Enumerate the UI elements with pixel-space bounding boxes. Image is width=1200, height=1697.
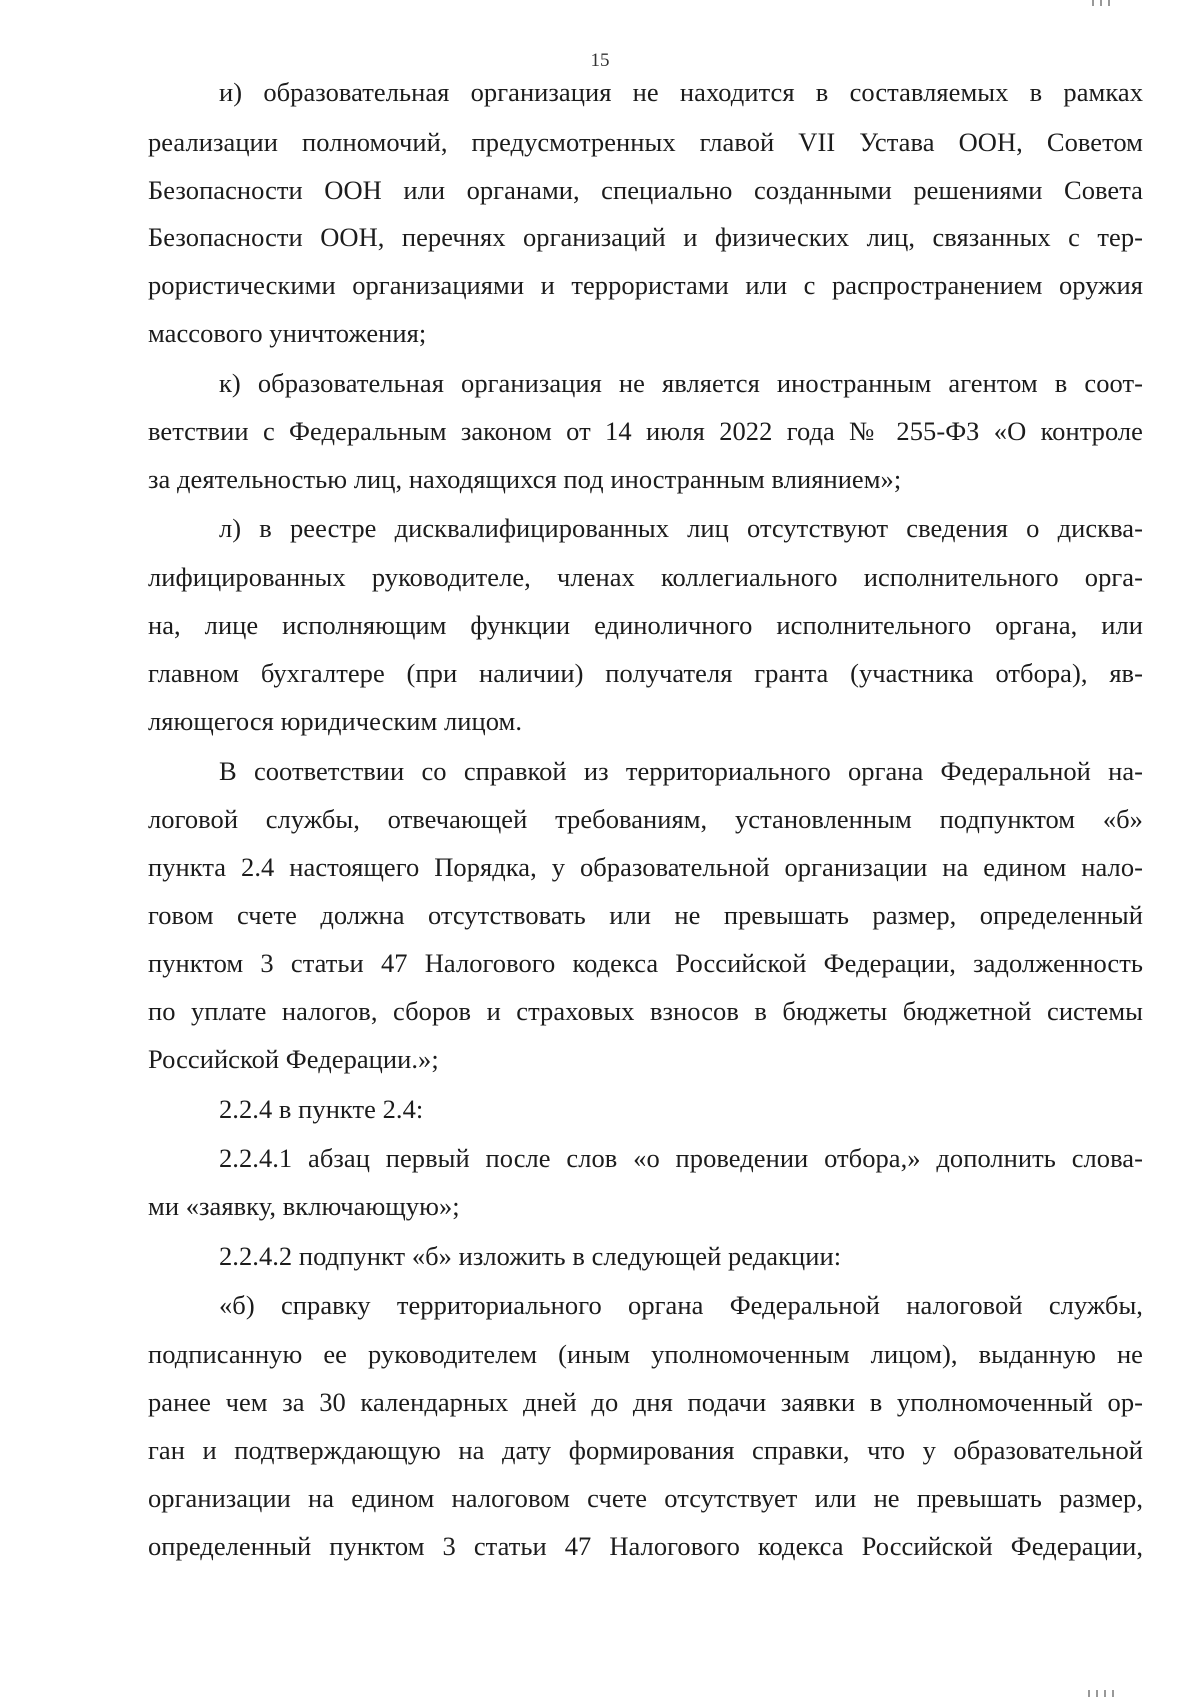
text-line: массового уничтожения;	[148, 318, 427, 348]
text-line: к) образовательная организация не является иностранным агентом в соот-	[219, 368, 1143, 398]
text-line: рористическими организациями и террористами или с распространением оружия	[148, 270, 1143, 300]
text-line: говом счете должна отсутствовать или не превышать размер, определенный	[148, 900, 1143, 930]
text-line: л) в реестре дисквалифицированных лиц отсутствуют сведения о дисква-	[219, 513, 1143, 543]
text-line: логовой службы, отвечающей требованиям, установленным подпунктом «б»	[148, 804, 1143, 834]
text-line: «б) справку территориального органа Федеральной налоговой службы,	[219, 1290, 1143, 1320]
text-line: ранее чем за 30 календарных дней до дня подачи заявки в уполномоченный ор-	[148, 1387, 1143, 1417]
page-number: 15	[590, 50, 610, 71]
scan-artifact	[1100, 0, 1102, 6]
text-line: и) образовательная организация не находится в составляемых в рамках	[219, 77, 1143, 107]
scan-artifact	[1096, 1690, 1098, 1697]
text-line: 2.2.4.1 абзац первый после слов «о проведении отбора,» дополнить слова-	[219, 1143, 1143, 1173]
text-line: Российской Федерации.»;	[148, 1044, 439, 1074]
scan-artifact	[1092, 0, 1094, 6]
scan-artifact	[1088, 1690, 1090, 1697]
scan-artifact	[1108, 0, 1110, 6]
text-line: за деятельностью лиц, находящихся под иностранным влиянием»;	[148, 464, 902, 494]
text-line: пункта 2.4 настоящего Порядка, у образовательной организации на едином нало-	[148, 852, 1143, 882]
text-line: ми «заявку, включающую»;	[148, 1191, 460, 1221]
text-line: подписанную ее руководителем (иным уполномоченным лицом), выданную не	[148, 1339, 1143, 1369]
text-line: Безопасности ООН, перечнях организаций и физических лиц, связанных с тер-	[148, 222, 1143, 252]
text-line: В соответствии со справкой из территориального органа Федеральной на-	[219, 756, 1143, 786]
text-line: Безопасности ООН или органами, специально созданными решениями Совета	[148, 175, 1143, 205]
text-line: организации на едином налоговом счете отсутствует или не превышать размер,	[148, 1483, 1143, 1513]
scan-artifact	[1104, 1690, 1106, 1697]
text-line: главном бухгалтере (при наличии) получателя гранта (участника отбора), яв-	[148, 658, 1143, 688]
text-line: 2.2.4 в пункте 2.4:	[219, 1094, 424, 1124]
text-line: 2.2.4.2 подпункт «б» изложить в следующей редакции:	[219, 1241, 842, 1271]
text-line: пунктом 3 статьи 47 Налогового кодекса Российской Федерации, задолженность	[148, 948, 1143, 978]
text-line: ган и подтверждающую на дату формирования справки, что у образовательной	[148, 1435, 1143, 1465]
scan-artifact	[1112, 1690, 1114, 1697]
text-line: лифицированных руководителе, членах коллегиального исполнительного орга-	[148, 562, 1143, 592]
text-line: по уплате налогов, сборов и страховых взносов в бюджеты бюджетной системы	[148, 996, 1143, 1026]
text-line: ветствии с Федеральным законом от 14 июля 2022 года № 255-ФЗ «О контроле	[148, 416, 1143, 446]
text-line: ляющегося юридическим лицом.	[148, 706, 523, 736]
text-line: на, лице исполняющим функции единоличного исполнительного органа, или	[148, 610, 1143, 640]
text-line: определенный пунктом 3 статьи 47 Налогового кодекса Российской Федерации,	[148, 1531, 1143, 1561]
text-line: реализации полномочий, предусмотренных главой VII Устава ООН, Советом	[148, 127, 1143, 157]
